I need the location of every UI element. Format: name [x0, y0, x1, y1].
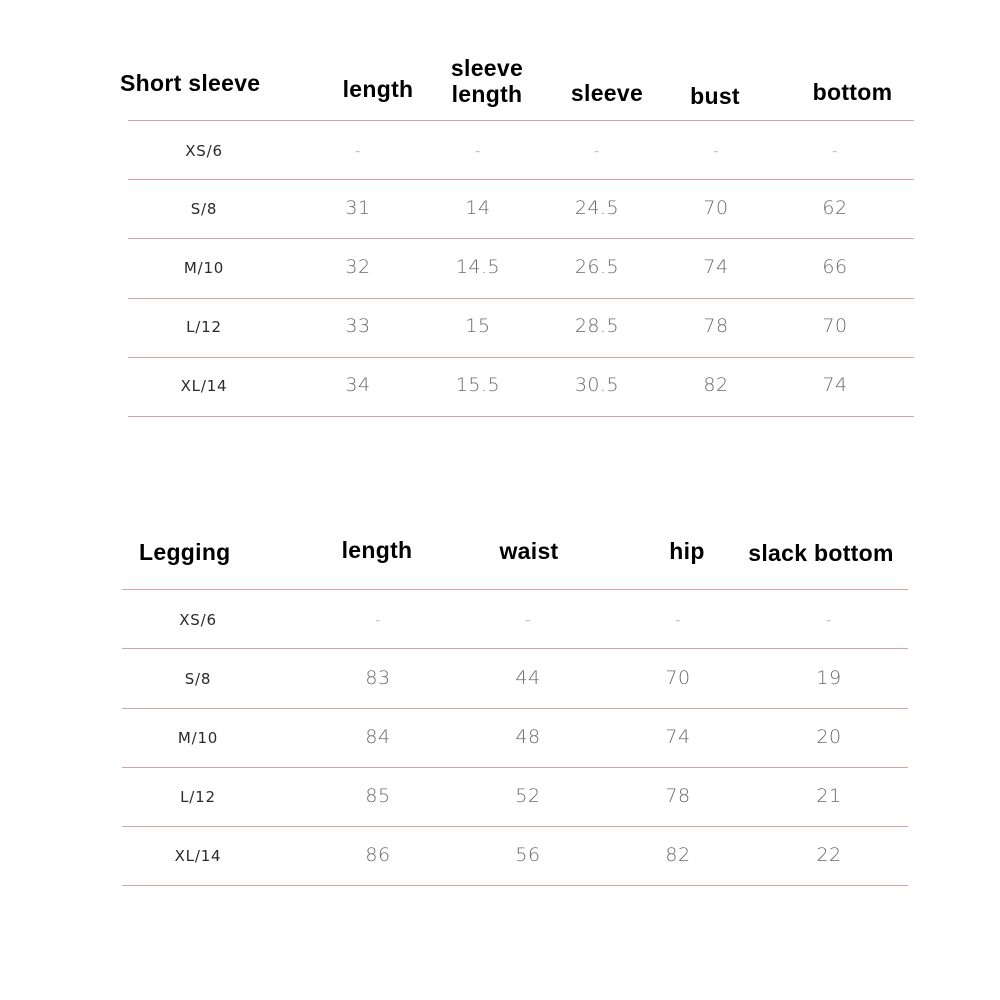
cell-sleeve: 28.5 [574, 315, 620, 337]
cell-bust: 78 [703, 315, 729, 337]
legging-title: Legging [139, 539, 231, 565]
size-label: XS/6 [185, 142, 223, 160]
cell-sleeve-length: 14.5 [455, 256, 501, 278]
row-divider [122, 708, 908, 709]
cell-hip: 74 [665, 726, 691, 748]
column-header-sleeve-length-line2: length [451, 81, 523, 107]
size-label: L/12 [180, 788, 216, 806]
column-header-slack-bottom: slack bottom [748, 540, 894, 566]
row-divider [122, 885, 908, 886]
cell-bottom: 70 [822, 315, 848, 337]
cell-bust: 70 [703, 197, 729, 219]
size-label: M/10 [183, 259, 225, 277]
row-divider [128, 298, 914, 299]
cell-waist: 56 [515, 844, 541, 866]
cell-sleeve-length: 15 [465, 315, 491, 337]
cell-sleeve-length: 14 [465, 197, 491, 219]
cell-sleeve-length: 15.5 [455, 374, 501, 396]
cell-sleeve: 30.5 [574, 374, 620, 396]
cell-sleeve-length: - [475, 142, 481, 160]
cell-slack-bottom: - [826, 611, 832, 629]
cell-length: - [355, 142, 361, 160]
cell-bottom: 62 [822, 197, 848, 219]
cell-waist: 48 [515, 726, 541, 748]
size-label: XL/14 [180, 377, 228, 395]
size-label: S/8 [190, 200, 218, 218]
cell-length: 33 [345, 315, 371, 337]
column-header-bust: bust [690, 83, 740, 109]
cell-length: 31 [345, 197, 371, 219]
size-label: XL/14 [174, 847, 222, 865]
cell-length: 84 [365, 726, 391, 748]
cell-bottom: - [832, 142, 838, 160]
row-divider [122, 648, 908, 649]
column-header-waist: waist [499, 538, 559, 564]
cell-slack-bottom: 19 [816, 667, 842, 689]
column-header-sleeve-length-line1: sleeve [450, 55, 524, 81]
size-label: S/8 [184, 670, 212, 688]
cell-length: 32 [345, 256, 371, 278]
cell-length: 34 [345, 374, 371, 396]
column-header-sleeve-length [432, 55, 542, 107]
cell-bottom: 74 [822, 374, 848, 396]
cell-hip: 70 [665, 667, 691, 689]
cell-slack-bottom: 20 [816, 726, 842, 748]
cell-slack-bottom: 22 [816, 844, 842, 866]
row-divider [128, 120, 914, 121]
legging-size-table [0, 500, 1000, 920]
cell-waist: - [525, 611, 531, 629]
size-label: M/10 [177, 729, 219, 747]
cell-waist: 52 [515, 785, 541, 807]
row-divider [128, 416, 914, 417]
short-sleeve-size-table [0, 0, 1000, 440]
cell-hip: 78 [665, 785, 691, 807]
size-label: L/12 [186, 318, 222, 336]
column-header-bottom: bottom [812, 79, 893, 105]
row-divider [128, 179, 914, 180]
row-divider [122, 589, 908, 590]
cell-bust: 82 [703, 374, 729, 396]
column-header-length: length [341, 537, 413, 563]
cell-bottom: 66 [822, 256, 848, 278]
column-header-hip: hip [669, 538, 705, 564]
short-sleeve-title: Short sleeve [120, 70, 261, 96]
row-divider [128, 238, 914, 239]
cell-length: 83 [365, 667, 391, 689]
row-divider [122, 826, 908, 827]
cell-hip: - [675, 611, 681, 629]
size-label: XS/6 [179, 611, 217, 629]
column-header-length: length [342, 76, 414, 102]
row-divider [122, 767, 908, 768]
row-divider [128, 357, 914, 358]
cell-bust: - [713, 142, 719, 160]
cell-sleeve: 26.5 [574, 256, 620, 278]
cell-bust: 74 [703, 256, 729, 278]
cell-waist: 44 [515, 667, 541, 689]
cell-length: 85 [365, 785, 391, 807]
cell-length: 86 [365, 844, 391, 866]
column-header-sleeve: sleeve [570, 80, 644, 106]
cell-length: - [375, 611, 381, 629]
cell-sleeve: - [594, 142, 600, 160]
cell-slack-bottom: 21 [816, 785, 842, 807]
cell-hip: 82 [665, 844, 691, 866]
cell-sleeve: 24.5 [574, 197, 620, 219]
